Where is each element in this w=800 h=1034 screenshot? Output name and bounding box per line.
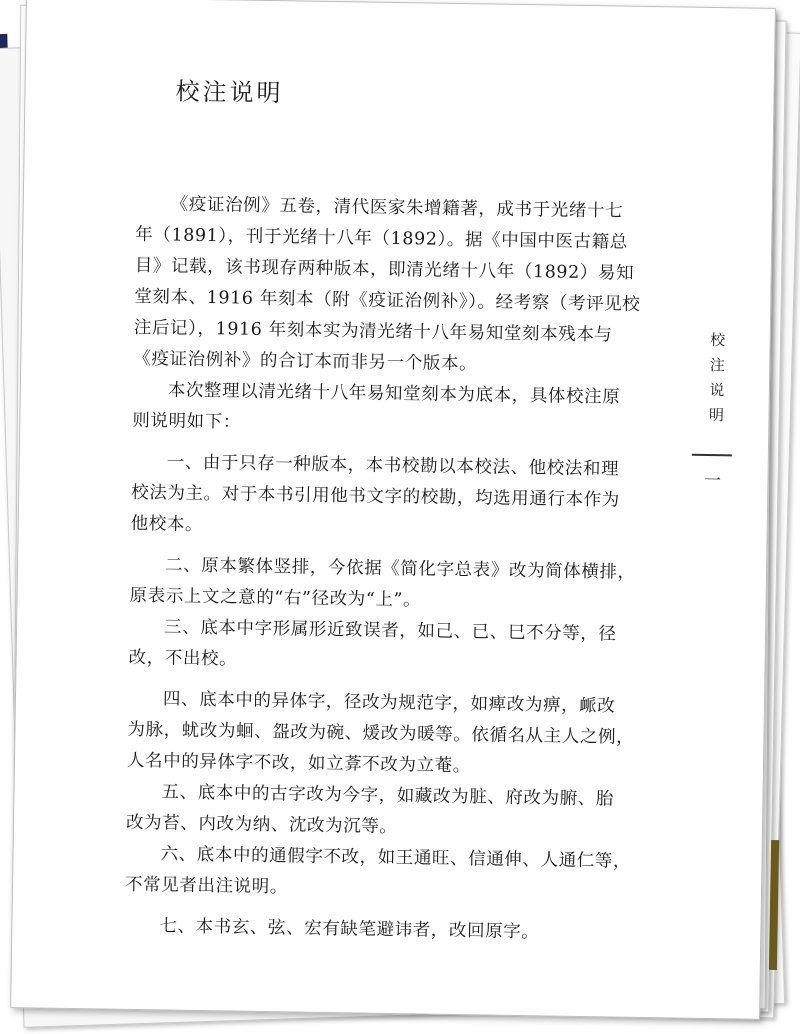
text-line: 他校本。 <box>130 513 204 536</box>
text-line: 不常见者出注说明。 <box>124 874 289 898</box>
text-line: 《疫证治例》五卷，清代医家朱增籍著，成书于光绪十七 <box>170 194 624 222</box>
text-line: 年（1891），刊于光绪十八年（1892）。据《中国中医古籍总 <box>135 224 629 253</box>
text-line: 目》记载，该书现存两种版本，即清光绪十八年（1892）易知 <box>134 255 635 284</box>
text-line: 人名中的异体字不改，如立葊不改为立菴。 <box>126 750 472 777</box>
text-line: 注后记），1916 年刻本实为清光绪十八年易知堂刻本残本与 <box>133 317 613 346</box>
text-line: 四、底本中的异体字，径改为规范字，如痺改为痹，衇改 <box>162 689 616 717</box>
text-line: 则说明如下： <box>132 410 242 433</box>
margin-divider <box>692 454 732 457</box>
text-line: 堂刻本、1916 年刻本（附《疫证治例补》）。经考察（考评见校 <box>134 286 641 315</box>
text-line: 七、本书玄、弦、宏有缺笔避讳者，改回原字。 <box>159 916 540 943</box>
text-line: 原表示上文之意的“右”径改为“上”。 <box>129 585 422 611</box>
body-text <box>124 189 676 950</box>
text-line: 六、底本中的通假字不改，如王通旺、信通伸、人通仁等， <box>160 844 632 872</box>
document-page <box>10 0 776 1020</box>
text-line: 二、原本繁体竖排，今依据《简化字总表》改为简体横排， <box>164 555 636 583</box>
text-line: 《疫证治例补》的合订本而非另一个版本。 <box>133 348 478 375</box>
margin-section-title: 校注说明 <box>708 330 726 425</box>
text-line: 为脉，蚘改为蛔、盌改为碗、煖改为暖等。依循名从主人之例， <box>127 719 635 748</box>
page-number: 一 <box>703 470 722 492</box>
page-title: 校注说明 <box>175 77 284 108</box>
text-line: 三、底本中字形属形近致误者，如己、已、巳不分等，径 <box>163 617 617 645</box>
text-line: 五、底本中的古字改为今字，如藏改为脏、府改为腑、胎 <box>161 782 615 810</box>
text-line: 改，不出校。 <box>128 647 238 670</box>
text-line: 校法为主。对于本书引用他书文字的校勘，均选用通行本作为 <box>131 482 621 511</box>
text-line: 本次整理以清光绪十八年易知堂刻本为底本，具体校注原 <box>167 380 621 408</box>
text-line: 改为苔、内改为纳、沈改为沉等。 <box>125 812 398 838</box>
text-line: 一、由于只存一种版本，本书校勘以本校法、他校法和理 <box>166 452 620 480</box>
